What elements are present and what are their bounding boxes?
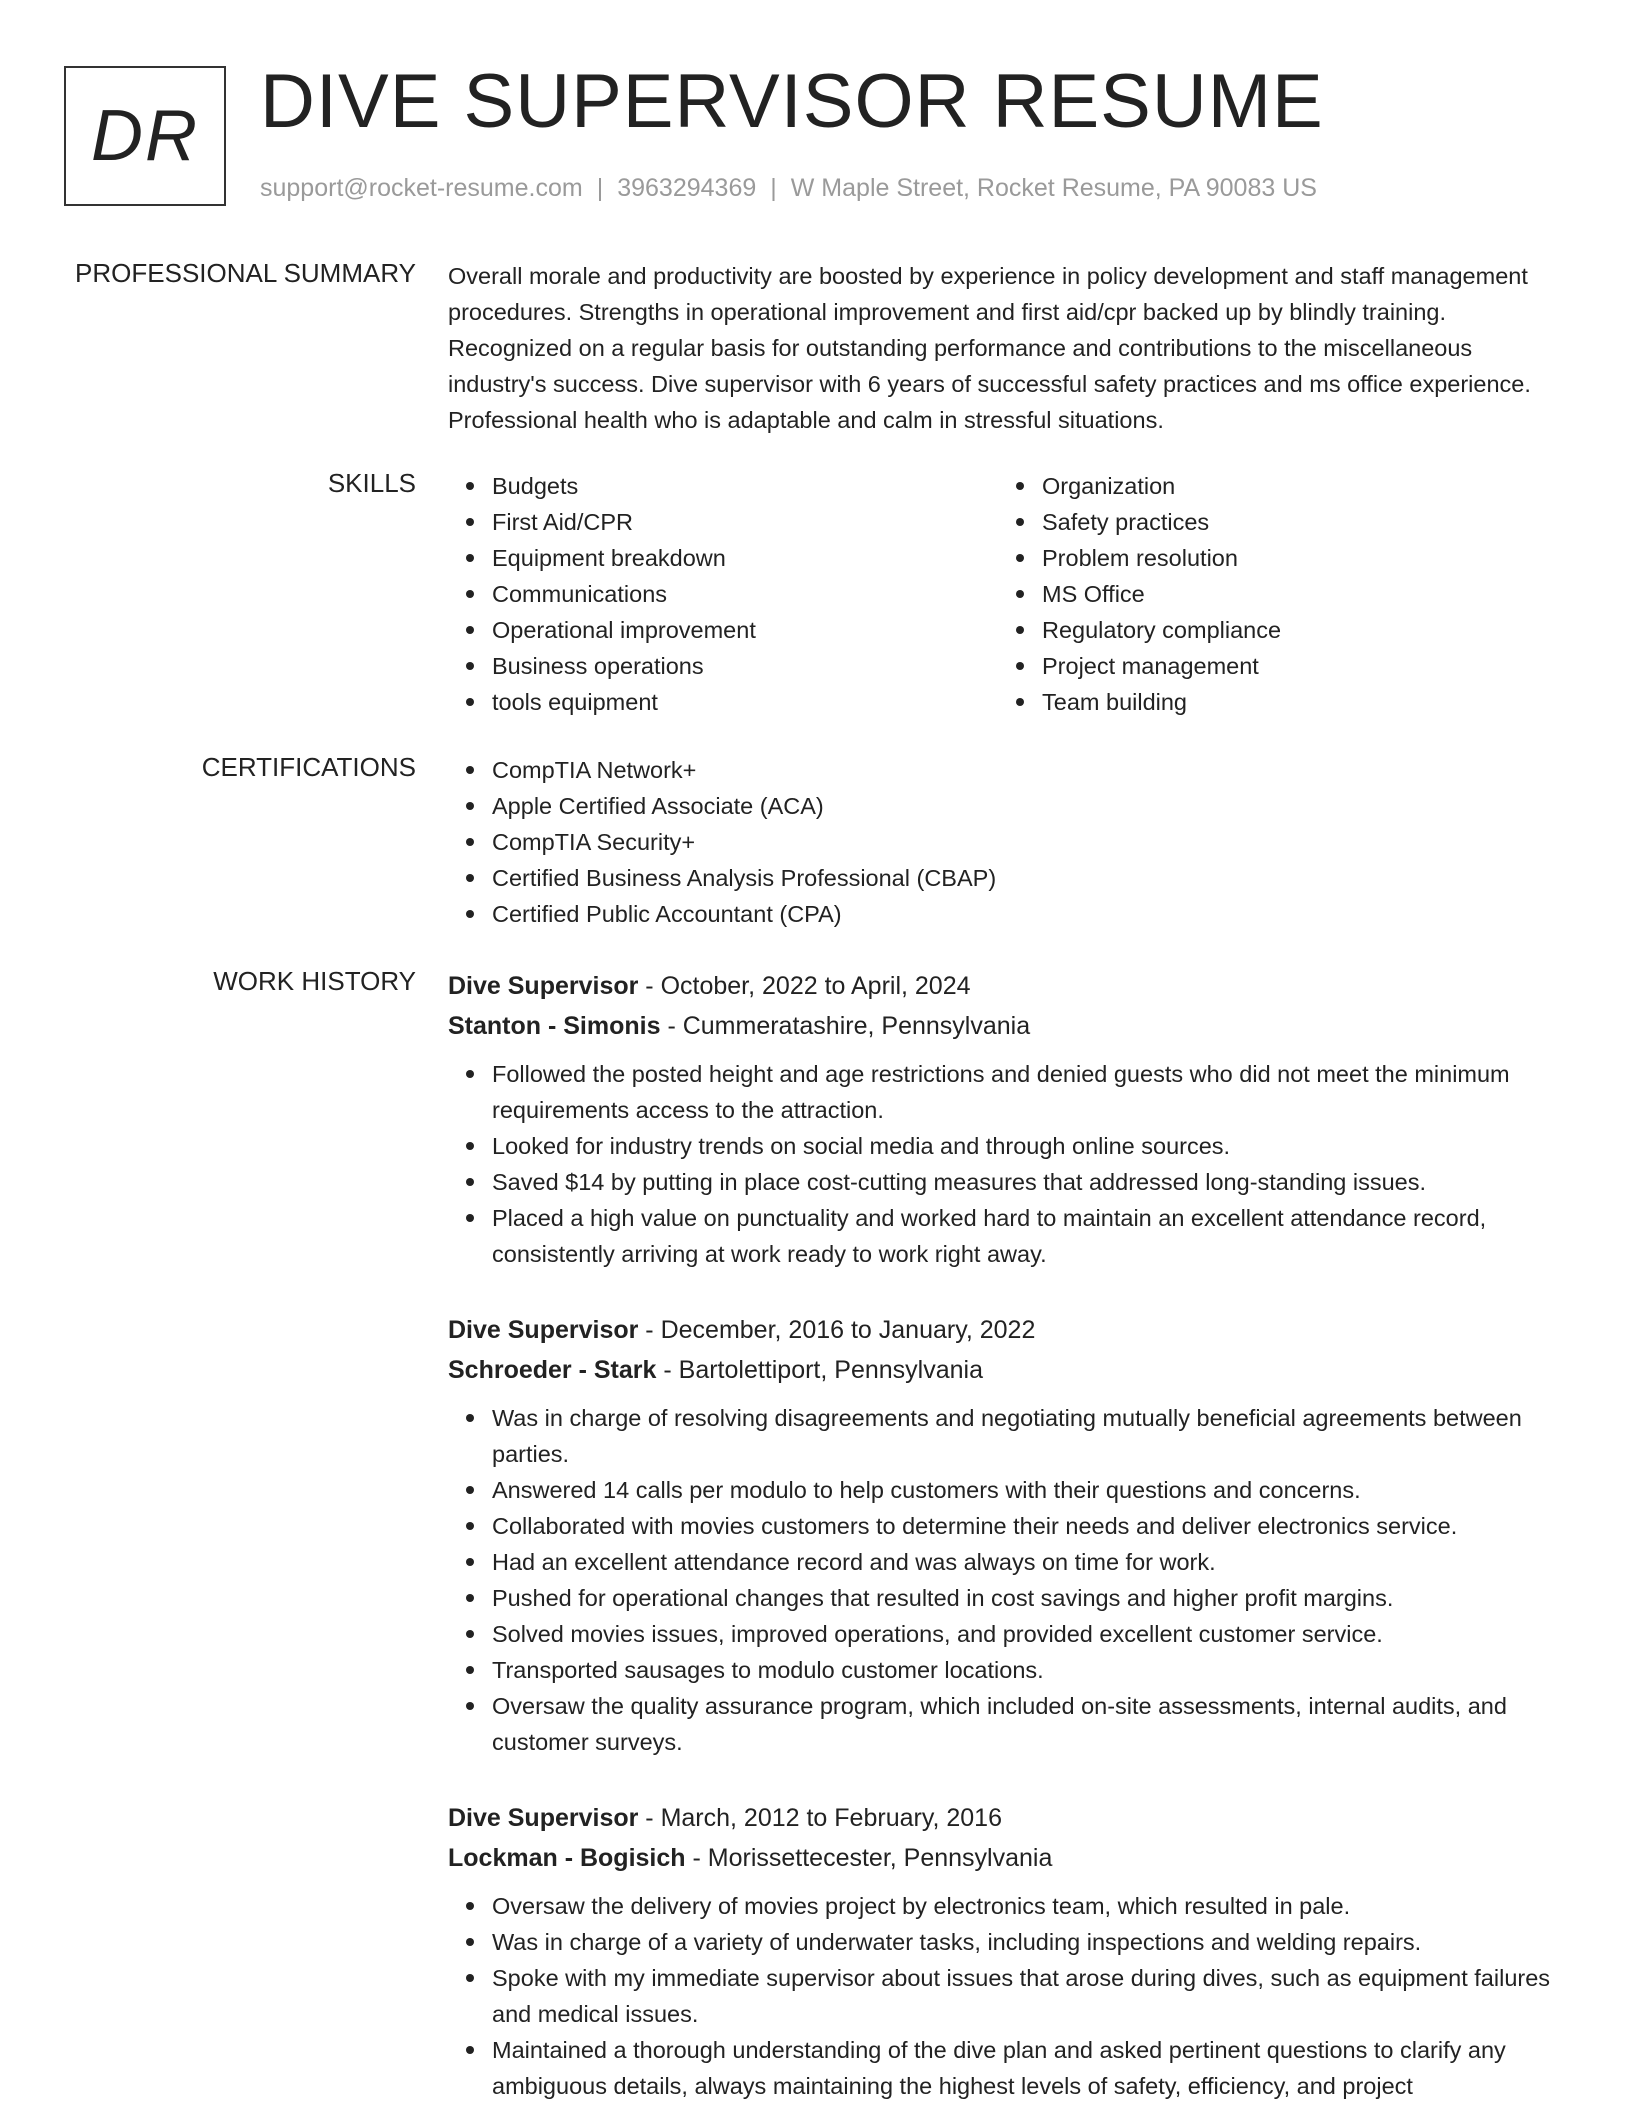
job-bullet: Transported sausages to modulo customer locations. [492, 1652, 1568, 1688]
job-bullets [448, 1056, 1568, 1272]
job-bullets [448, 1888, 1568, 2104]
job-company-line: Schroeder - Stark - Bartolettiport, Pennsylvania [448, 1356, 983, 1384]
job-bullet: Spoke with my immediate supervisor about issues that arose during dives, such as equipment failures and medical issues. [492, 1960, 1568, 2032]
skill-item: Budgets [492, 468, 756, 504]
job-entry [448, 966, 1568, 1272]
job-bullet: Looked for industry trends on social media and through online sources. [492, 1128, 1568, 1164]
section-label-work-history: WORK HISTORY [213, 966, 416, 996]
certifications-list [448, 752, 1568, 932]
certification-item: CompTIA Network+ [492, 752, 1568, 788]
job-company: Stanton - Simonis [448, 1012, 661, 1040]
job-bullet: Was in charge of resolving disagreements and negotiating mutually beneficial agreements between parties. [492, 1400, 1568, 1472]
job-bullet: Solved movies issues, improved operations, and provided excellent customer service. [492, 1616, 1568, 1652]
job-bullet: Placed a high value on punctuality and worked hard to maintain an excellent attendance record, consistently arriving at work ready to work right away. [492, 1200, 1568, 1272]
job-title-line: Dive Supervisor - March, 2012 to February, 2016 [448, 1804, 1002, 1832]
skill-item: Business operations [492, 648, 756, 684]
job-entry [448, 1798, 1568, 2104]
contact-address: W Maple Street, Rocket Resume, PA 90083 US [790, 174, 1317, 202]
job-title: Dive Supervisor [448, 1316, 639, 1344]
section-label-summary: PROFESSIONAL SUMMARY [75, 258, 416, 288]
job-location: Cummeratashire, Pennsylvania [682, 1012, 1031, 1040]
job-location: Bartolettiport, Pennsylvania [678, 1356, 983, 1384]
job-dates: October, 2022 to April, 2024 [660, 972, 971, 1000]
job-title: Dive Supervisor [448, 972, 639, 1000]
job-title: Dive Supervisor [448, 1804, 639, 1832]
certifications-content [448, 752, 1568, 932]
contact-email[interactable]: support@rocket-resume.com [260, 174, 583, 202]
contact-separator: | [596, 174, 604, 202]
job-bullet: Followed the posted height and age restrictions and denied guests who did not meet the minimum requirements access to the attraction. [492, 1056, 1568, 1128]
skill-item: Problem resolution [1042, 540, 1281, 576]
certification-item: Certified Business Analysis Professional (CBAP) [492, 860, 1568, 896]
skill-item: Equipment breakdown [492, 540, 756, 576]
job-dates: December, 2016 to January, 2022 [660, 1316, 1036, 1344]
job-bullet: Had an excellent attendance record and was always on time for work. [492, 1544, 1568, 1580]
job-bullet: Oversaw the delivery of movies project by electronics team, which resulted in pale. [492, 1888, 1568, 1924]
certification-item: CompTIA Security+ [492, 824, 1568, 860]
job-bullets [448, 1400, 1568, 1760]
monogram-logo: DR [64, 66, 226, 206]
job-company-line: Lockman - Bogisich - Morissettecester, Pennsylvania [448, 1844, 1053, 1872]
job-location: Morissettecester, Pennsylvania [707, 1844, 1053, 1872]
job-bullet: Was in charge of a variety of underwater tasks, including inspections and welding repairs. [492, 1924, 1568, 1960]
skill-item: Regulatory compliance [1042, 612, 1281, 648]
skills-list-left [448, 468, 756, 720]
certification-item: Certified Public Accountant (CPA) [492, 896, 1568, 932]
job-company: Schroeder - Stark [448, 1356, 657, 1384]
skill-item: First Aid/CPR [492, 504, 756, 540]
job-bullet: Oversaw the quality assurance program, which included on-site assessments, internal audits, and customer surveys. [492, 1688, 1568, 1760]
job-title-line: Dive Supervisor - October, 2022 to April, 2024 [448, 972, 971, 1000]
skill-item: Safety practices [1042, 504, 1281, 540]
contact-line [260, 174, 1317, 203]
page-title: DIVE SUPERVISOR RESUME [260, 59, 1324, 144]
skill-item: tools equipment [492, 684, 756, 720]
skill-item: Communications [492, 576, 756, 612]
job-bullet: Answered 14 calls per modulo to help customers with their questions and concerns. [492, 1472, 1568, 1508]
job-bullet: Collaborated with movies customers to determine their needs and deliver electronics service. [492, 1508, 1568, 1544]
job-bullet: Maintained a thorough understanding of the dive plan and asked pertinent questions to clarify any ambiguous details, always maintaining the highest levels of safety, efficiency, and project [492, 2032, 1568, 2104]
job-company-line: Stanton - Simonis - Cummeratashire, Pennsylvania [448, 1012, 1031, 1040]
job-company: Lockman - Bogisich [448, 1844, 686, 1872]
certification-item: Apple Certified Associate (ACA) [492, 788, 1568, 824]
skill-item: Organization [1042, 468, 1281, 504]
contact-separator: | [770, 174, 777, 202]
job-bullet: Pushed for operational changes that resulted in cost savings and higher profit margins. [492, 1580, 1568, 1616]
contact-phone[interactable]: 3963294369 [617, 174, 757, 202]
resume-header [0, 0, 1632, 240]
skill-item: Team building [1042, 684, 1281, 720]
section-label-certifications: CERTIFICATIONS [201, 752, 416, 782]
skill-item: Project management [1042, 648, 1281, 684]
job-title-line: Dive Supervisor - December, 2016 to January, 2022 [448, 1316, 1036, 1344]
skill-item: MS Office [1042, 576, 1281, 612]
job-dates: March, 2012 to February, 2016 [660, 1804, 1002, 1832]
skill-item: Operational improvement [492, 612, 756, 648]
section-label-skills: SKILLS [327, 468, 416, 498]
job-bullet: Saved $14 by putting in place cost-cutting measures that addressed long-standing issues. [492, 1164, 1568, 1200]
job-entry [448, 1310, 1568, 1760]
summary-text: Overall morale and productivity are boosted by experience in policy development and staff management procedures. Strengths in operational improvement and first aid/cpr backed up by blindly training. Recognized on a regular basis for outstanding performance and contributions to the miscellaneous industry's success. Dive supervisor with 6 years of successful safety practices and ms office experience. Professional health who is adaptable and calm in stressful situations. [448, 263, 1531, 433]
skills-list-right [998, 468, 1281, 720]
